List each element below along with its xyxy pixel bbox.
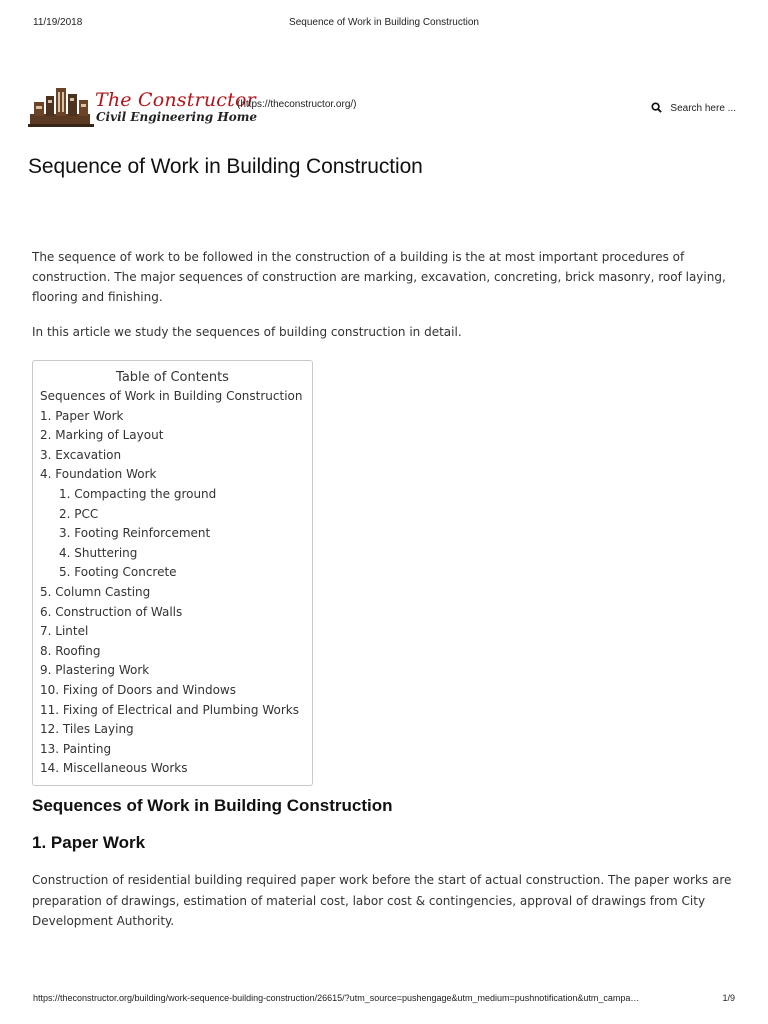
logo-title: The Constructor — [95, 89, 256, 111]
print-page-number: 1/9 — [722, 993, 735, 1003]
toc-item[interactable]: 14. Miscellaneous Works — [40, 761, 188, 776]
toc-title: Table of Contents — [116, 370, 229, 385]
site-logo[interactable] — [28, 84, 258, 128]
subsection-heading-paper-work: 1. Paper Work — [32, 833, 146, 852]
print-footer-url: https://theconstructor.org/building/work-sequence-building-construction/26615/?utm_source=pushengage&utm_medium=pushnotification&utm_campa… — [33, 993, 640, 1003]
toc-item[interactable]: 4. Foundation Work — [40, 467, 157, 482]
paper-work-paragraph: Construction of residential building required paper work before the start of actual construction. The paper works are preparation of drawings, estimation of material cost, labor cost & contingencies, approval of drawings from City Development Authority. — [32, 873, 732, 928]
toc-item[interactable]: 10. Fixing of Doors and Windows — [40, 682, 236, 697]
toc-item[interactable]: 3. Excavation — [40, 447, 122, 462]
toc-item[interactable]: 12. Tiles Laying — [40, 722, 134, 737]
print-footer — [0, 993, 768, 1007]
toc-item[interactable]: 9. Plastering Work — [40, 663, 150, 678]
toc-item[interactable]: 3. Footing Reinforcement — [59, 526, 211, 541]
toc-item[interactable]: 8. Roofing — [40, 643, 101, 658]
toc-item[interactable]: 5. Footing Concrete — [59, 565, 177, 580]
intro — [32, 247, 737, 357]
search-icon — [651, 102, 662, 113]
toc-list — [40, 387, 312, 779]
site-header — [28, 84, 740, 134]
search-box[interactable] — [651, 102, 736, 114]
toc-item[interactable]: 1. Paper Work — [40, 408, 124, 423]
table-of-contents — [32, 360, 313, 786]
toc-item[interactable]: 1. Compacting the ground — [59, 486, 217, 501]
section-heading: Sequences of Work in Building Construction — [32, 796, 393, 815]
toc-item[interactable]: 2. PCC — [59, 506, 99, 521]
intro-paragraph-2: In this article we study the sequences of building construction in detail. — [32, 325, 462, 339]
toc-item[interactable]: 6. Construction of Walls — [40, 604, 183, 619]
intro-paragraph-1: The sequence of work to be followed in the construction of a building is the at most important procedures of construction. The major sequences of construction are marking, excavation, concreting, brick masonry, roof laying, flooring and finishing. — [32, 250, 726, 304]
toc-item[interactable]: 4. Shuttering — [59, 545, 138, 560]
logo-tagline: Civil Engineering Home — [96, 110, 258, 124]
toc-item[interactable]: 13. Painting — [40, 741, 112, 756]
site-url-link[interactable]: (https://theconstructor.org/) — [237, 99, 357, 110]
toc-item[interactable]: Sequences of Work in Building Construction — [40, 389, 303, 403]
toc-item[interactable]: 5. Column Casting — [40, 584, 151, 599]
toc-item[interactable]: 11. Fixing of Electrical and Plumbing Works — [40, 702, 299, 717]
logo-building-icon — [28, 84, 94, 128]
page-title: Sequence of Work in Building Construction — [28, 155, 423, 178]
print-title: Sequence of Work in Building Construction — [289, 17, 479, 28]
print-date: 11/19/2018 — [33, 17, 83, 28]
print-header — [0, 17, 768, 31]
toc-item[interactable]: 7. Lintel — [40, 624, 89, 639]
toc-item[interactable]: 2. Marking of Layout — [40, 428, 164, 443]
search-placeholder: Search here ... — [670, 103, 736, 114]
